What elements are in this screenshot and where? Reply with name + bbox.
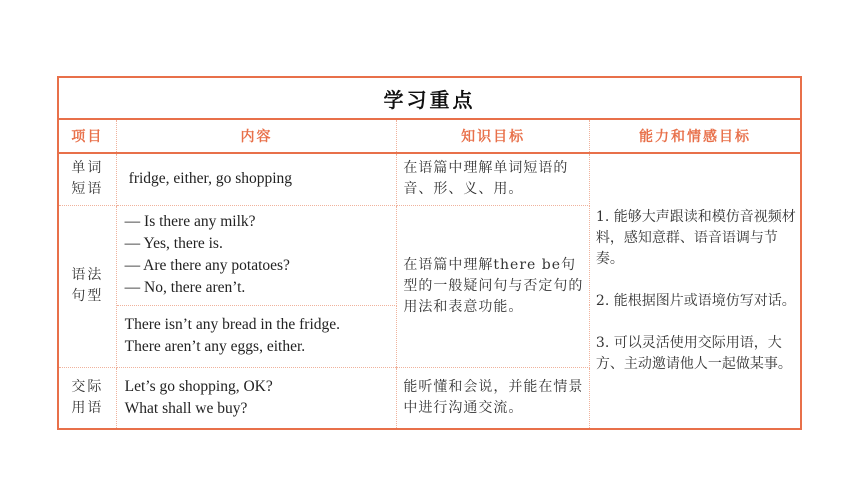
ability-goals	[589, 153, 801, 429]
grammar-knowledge: 在语篇中理解there be句型的一般疑问句与否定句的用法和表意功能。	[397, 205, 590, 367]
key-points-table	[57, 76, 802, 430]
dialogue-line-3: — Are there any potatoes?	[124, 257, 290, 274]
category-communication	[58, 367, 116, 429]
category-vocab	[58, 153, 116, 205]
sentence-line-2: There aren’t any eggs, either.	[124, 338, 306, 355]
communication-line-1: Let’s go shopping, OK?	[124, 377, 273, 395]
dialogue-line-4: — No, there aren’t.	[124, 279, 246, 296]
header-item: 项目	[58, 119, 116, 153]
dialogue-line-2: — Yes, there is.	[124, 235, 223, 252]
header-ability-goal: 能力和情感目标	[589, 119, 801, 153]
vocab-knowledge: 在语篇中理解单词短语的音、形、义、用。	[397, 153, 590, 205]
vocab-content: fridge, either, go shopping	[116, 153, 397, 205]
table-title: 学习重点	[58, 77, 801, 119]
header-knowledge-goal: 知识目标	[397, 119, 590, 153]
category-grammar-line2: 句型	[71, 288, 104, 304]
communication-content	[116, 367, 397, 429]
header-content: 内容	[116, 119, 397, 153]
category-grammar-line1: 语法	[71, 267, 104, 283]
key-points-table-wrap	[57, 76, 802, 430]
category-vocab-line1: 单词	[71, 160, 104, 177]
category-communication-line2: 用语	[71, 399, 104, 416]
dialogue-line-1: — Is there any milk?	[124, 213, 256, 230]
ability-goal-2: 2. 能根据图片或语境仿写对话。	[595, 293, 796, 309]
category-grammar	[58, 205, 116, 367]
grammar-dialogue	[116, 205, 397, 305]
communication-knowledge: 能听懂和会说，并能在情景中进行沟通交流。	[397, 367, 590, 429]
category-communication-line1: 交际	[71, 378, 104, 395]
category-vocab-line2: 短语	[71, 181, 104, 198]
communication-line-2: What shall we buy?	[124, 399, 248, 417]
grammar-sentences	[116, 305, 397, 367]
ability-goal-1: 1. 能够大声跟读和模仿音视频材料，感知意群、语音语调与节奏。	[595, 209, 796, 267]
sentence-line-1: There isn’t any bread in the fridge.	[124, 316, 340, 333]
ability-goal-3: 3. 可以灵活使用交际用语，大方、主动邀请他人一起做某事。	[595, 335, 792, 372]
